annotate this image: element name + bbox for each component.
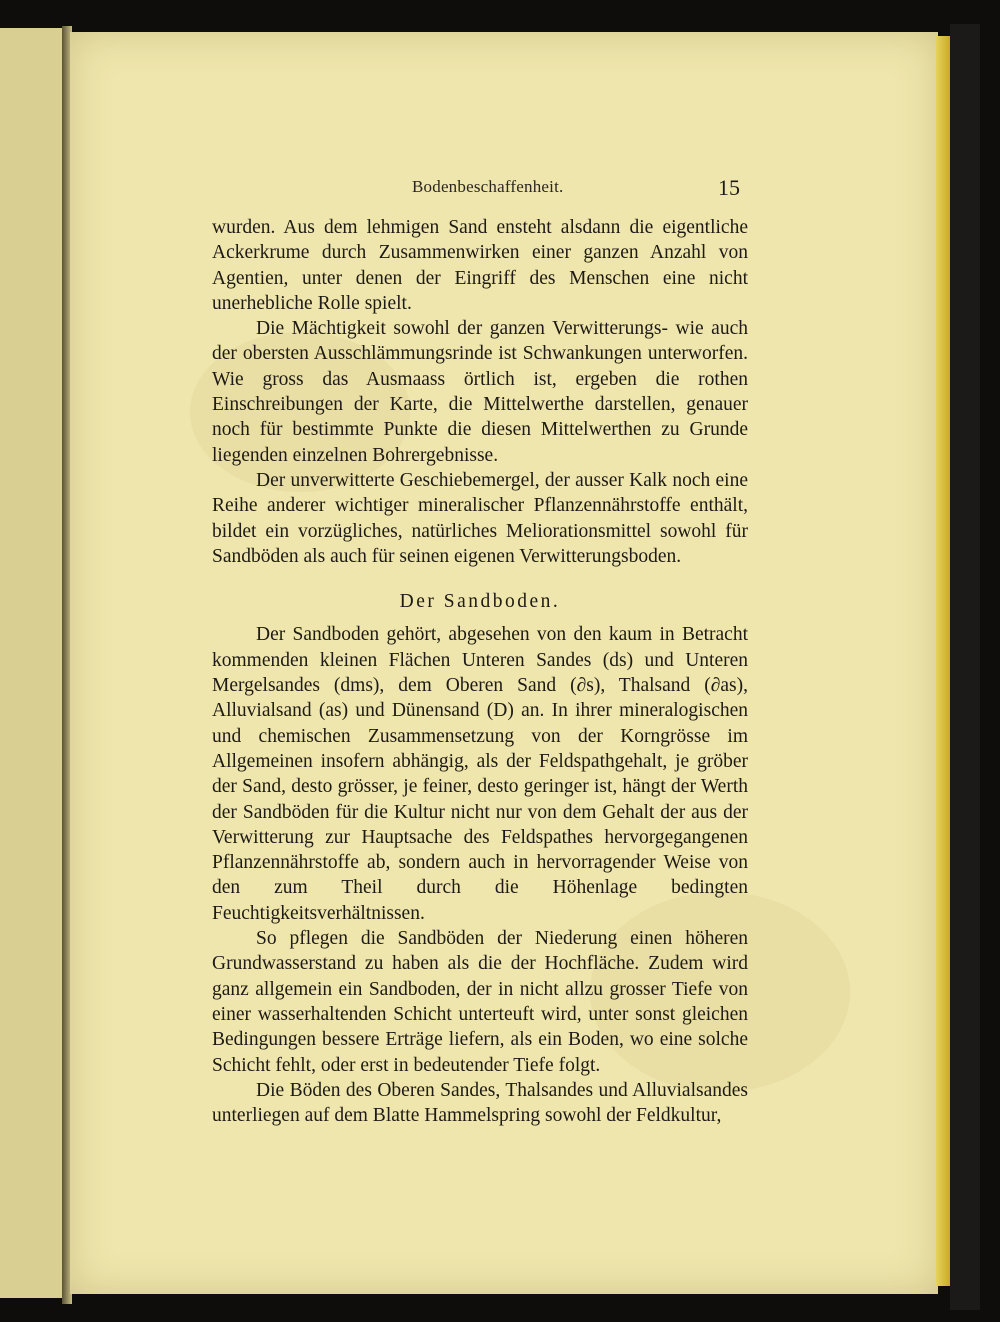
paragraph-4: Der Sandboden gehört, abgesehen von den kaum in Betracht kommenden kleinen Flächen Unteren Sandes (ds) und Unteren Mergelsandes (dms), dem Oberen Sand (∂s), Thalsand (∂as), Alluvialsand (as) und Dünensand (D) an. In ihrer mineralogischen und chemischen Zusammensetzung von der Korngrösse im Allgemeinen insofern abhängig, als der Feldspathgehalt, je gröber der Sand, desto grösser, je feiner, desto geringer ist, hängt der Werth der Sandböden für die Kultur nicht nur von dem Gehalt der aus der Verwitterung zur Hauptsache des Feldspathes hervorgegangenen Pflanzennährstoffe ab, sondern auch in hervorragender Weise von den zum Theil durch die Höhenlage bedingten Feuchtigkeitsverhältnissen. (212, 624, 748, 924)
facing-page-edge (0, 28, 65, 1298)
paragraph-6: Die Böden des Oberen Sandes, Thalsandes und Alluvialsandes unterliegen auf dem Blatte Hammelspring sowohl der Feldkultur, (212, 1079, 748, 1127)
running-header (400, 175, 740, 203)
running-title: Bodenbeschaffenheit. (412, 177, 564, 196)
page-edges (936, 36, 950, 1286)
section-heading: Der Sandboden. (399, 591, 561, 613)
book-cover-edge (950, 24, 980, 1310)
paragraph-2: Die Mächtigkeit sowohl der ganzen Verwitterungs- wie auch der obersten Ausschlämmungsrinde ist Schwankungen unterworfen. Wie gross das Ausmaass örtlich ist, ergeben die rothen Einschreibungen der Karte, die Mittelwerthe darstellen, genauer noch für bestimmte Punkte die diesen Mittelwerthen zu Grunde liegenden einzelnen Bohrergebnisse. (212, 318, 748, 466)
paragraph-3: Der unverwitterte Geschiebemergel, der ausser Kalk noch eine Reihe anderer wichtiger mineralischer Pflanzennährstoffe enthält, bildet ein vorzügliches, natürliches Meliorationsmittel sowohl für Sandböden als auch für seinen eigenen Verwitterungsboden. (212, 469, 748, 567)
paragraph-1: wurden. Aus dem lehmigen Sand ensteht alsdann die eigentliche Ackerkrume durch Zusammenwirken einer ganzen Anzahl von Agentien, unter denen der Eingriff des Menschen eine nicht unerhebliche Rolle spielt. (212, 217, 748, 314)
page-number: 15 (718, 175, 740, 200)
paragraph-5: So pflegen die Sandböden der Niederung einen höheren Grundwasserstand zu haben als die der Hochfläche. Zudem wird ganz allgemein ein Sandboden, der in nicht allzu grosser Tiefe von einer wasserhaltenden Schicht unterteuft wird, unter sonst gleichen Bedingungen bessere Erträge liefern, als ein Boden, wo eine solche Schicht fehlt, oder erst in bedeutender Tiefe folgt. (212, 928, 748, 1076)
page-body (212, 215, 748, 1128)
